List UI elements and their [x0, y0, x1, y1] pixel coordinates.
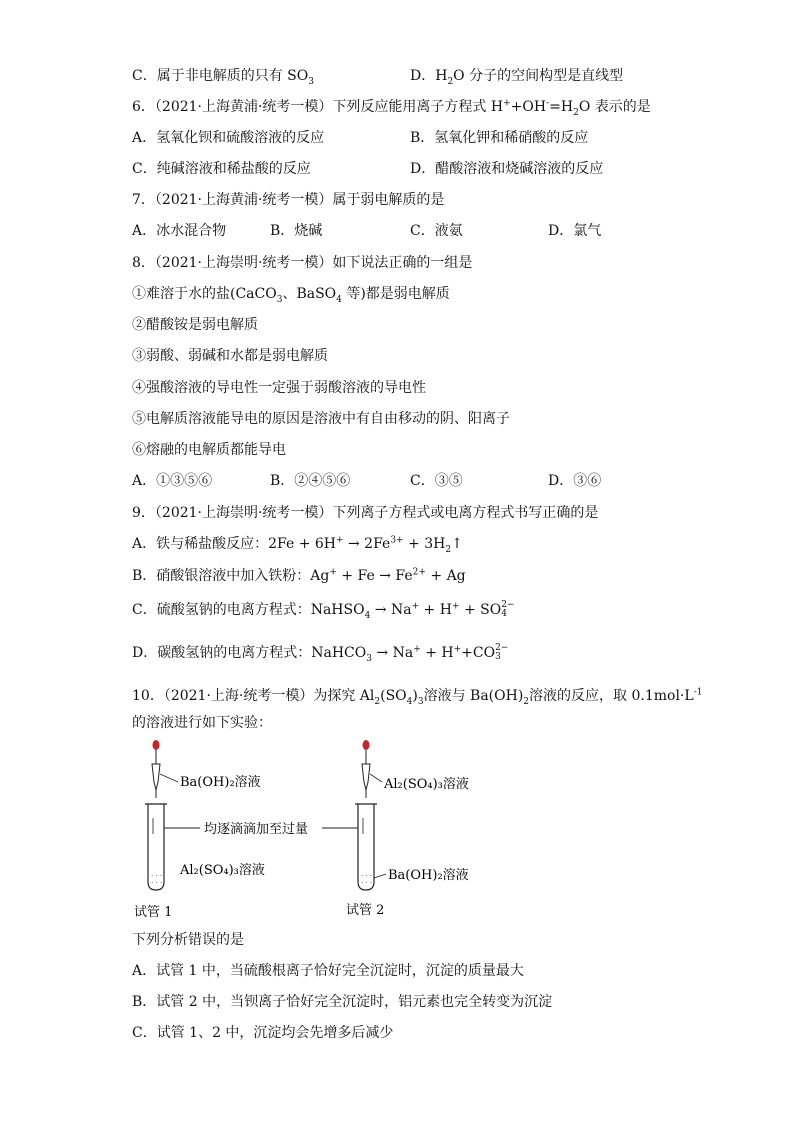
q8-statement-5: ⑤电解质溶液能导电的原因是溶液中有自由移动的阴、阳离子 [132, 411, 510, 427]
svg-text:· · ·: · · · [151, 879, 163, 887]
q6-option-c: C．纯碱溶液和稀盐酸的反应 [132, 161, 311, 177]
dropper-2 [362, 740, 370, 798]
q9-option-a: A．铁与稀盐酸反应：$2Fe + 6H^+ \to 2Fe^{3+}$ + $3H_2↑$ [132, 535, 463, 555]
q7-option-b: B．烧碱 [270, 223, 323, 239]
dropper-1 [152, 740, 160, 798]
svg-text:· · ·: · · · [361, 879, 373, 887]
dropper-2-label: Al₂(SO₄)₃溶液 [384, 777, 469, 792]
experiment-figure [130, 738, 490, 928]
dropper-1-label: Ba(OH)₂溶液 [180, 775, 261, 790]
svg-text:· · ·: · · · [151, 872, 163, 880]
q5-options-row [132, 66, 624, 87]
q8-statement-6: ⑥熔融的电解质都能导电 [132, 442, 286, 458]
q8-statement-4: ④强酸溶液的导电性一定强于弱酸溶液的导电性 [132, 380, 426, 396]
q8-statement-2: ②醋酸铵是弱电解质 [132, 317, 258, 333]
q9-stem: 9．（2021·上海崇明·统考一模）下列离子方程式或电离方程式书写正确的是 [132, 505, 599, 521]
q8-option-b: B．②④⑤⑥ [270, 473, 351, 489]
q8-option-a: A．①③⑤⑥ [132, 473, 213, 489]
q7-option-c: C．液氨 [410, 223, 463, 239]
q6-option-d: D．醋酸溶液和烧碱溶液的反应 [410, 161, 604, 177]
q6-option-a: A．氢氧化钡和硫酸溶液的反应 [132, 130, 325, 146]
q6-option-b: B．氢氧化钾和稀硝酸的反应 [410, 130, 589, 146]
q9-option-b: B．硝酸银溶液中加入铁粉：$Ag^+ + Fe \to Fe^{2+} + Ag$ [132, 567, 466, 584]
q8-statement-3: ③弱酸、弱碱和水都是弱电解质 [132, 348, 328, 364]
tube-2-label: Ba(OH)₂溶液 [388, 868, 469, 883]
q7-option-a: A．冰水混合物 [132, 223, 227, 239]
q9-option-c: C．硫酸氢钠的电离方程式：NaHSO$_4$ → Na+ + H+ + SO 2− 4 [132, 600, 515, 621]
q5-option-d: D．$H_2O$ 分子的空间构型是直线型 [410, 68, 624, 87]
q8-option-d: D．③⑥ [548, 473, 602, 489]
q9-option-d: D．碳酸氢钠的电离方程式：NaHCO$_3$ → Na+ + H++CO 2− 3 [132, 643, 509, 664]
q10-option-c: C．试管 1、2 中，沉淀均会先增多后减少 [132, 1025, 394, 1041]
q6-stem: 6．（2021·上海黄浦·统考一模）下列反应能用离子方程式 $H^++OH^-=H_2O$ 表示的是 [132, 98, 651, 118]
dropper-1-bulb [153, 740, 160, 750]
q8-option-c: C．③⑤ [410, 473, 463, 489]
tube-1-label: Al₂(SO₄)₃溶液 [180, 863, 265, 878]
q10-option-b: B．试管 2 中，当钡离子恰好完全沉淀时，铝元素也完全转变为沉淀 [132, 994, 553, 1010]
test-tube-1 [145, 804, 167, 890]
dropper-2-bulb [363, 740, 370, 750]
q7-stem: 7．（2021·上海黄浦·统考一模）属于弱电解质的是 [132, 192, 445, 208]
test-tube-2 [355, 804, 377, 890]
q10-stem: 10．（2021·上海·统考一模）为探究 $Al_2(SO_4)_3$溶液与 $Ba(OH)_2$溶液的反应，取 $0.1mol\cdot L^{-1}$ [132, 687, 703, 707]
q8-statement-1: ①难溶于水的盐(CaCO$_3$、BaSO$_4$ 等)都是弱电解质 [132, 286, 450, 305]
q7-option-d: D．氯气 [548, 223, 602, 239]
q8-stem: 8．（2021·上海崇明·统考一模）如下说法正确的一组是 [132, 255, 473, 271]
q10-stem-line2: 的溶液进行如下实验： [132, 715, 272, 731]
tube-2-caption: 试管 2 [346, 903, 385, 918]
q10-prompt: 下列分析错误的是 [132, 932, 244, 948]
tube-1-caption: 试管 1 [134, 905, 173, 920]
q10-option-a: A．试管 1 中，当硫酸根离子恰好完全沉淀时，沉淀的质量最大 [132, 963, 524, 979]
svg-text:· · ·: · · · [361, 872, 373, 880]
middle-label: 均逐滴滴加至过量 [204, 822, 309, 837]
q5-option-c: C．属于非电解质的只有 $SO_3$ [132, 68, 314, 87]
